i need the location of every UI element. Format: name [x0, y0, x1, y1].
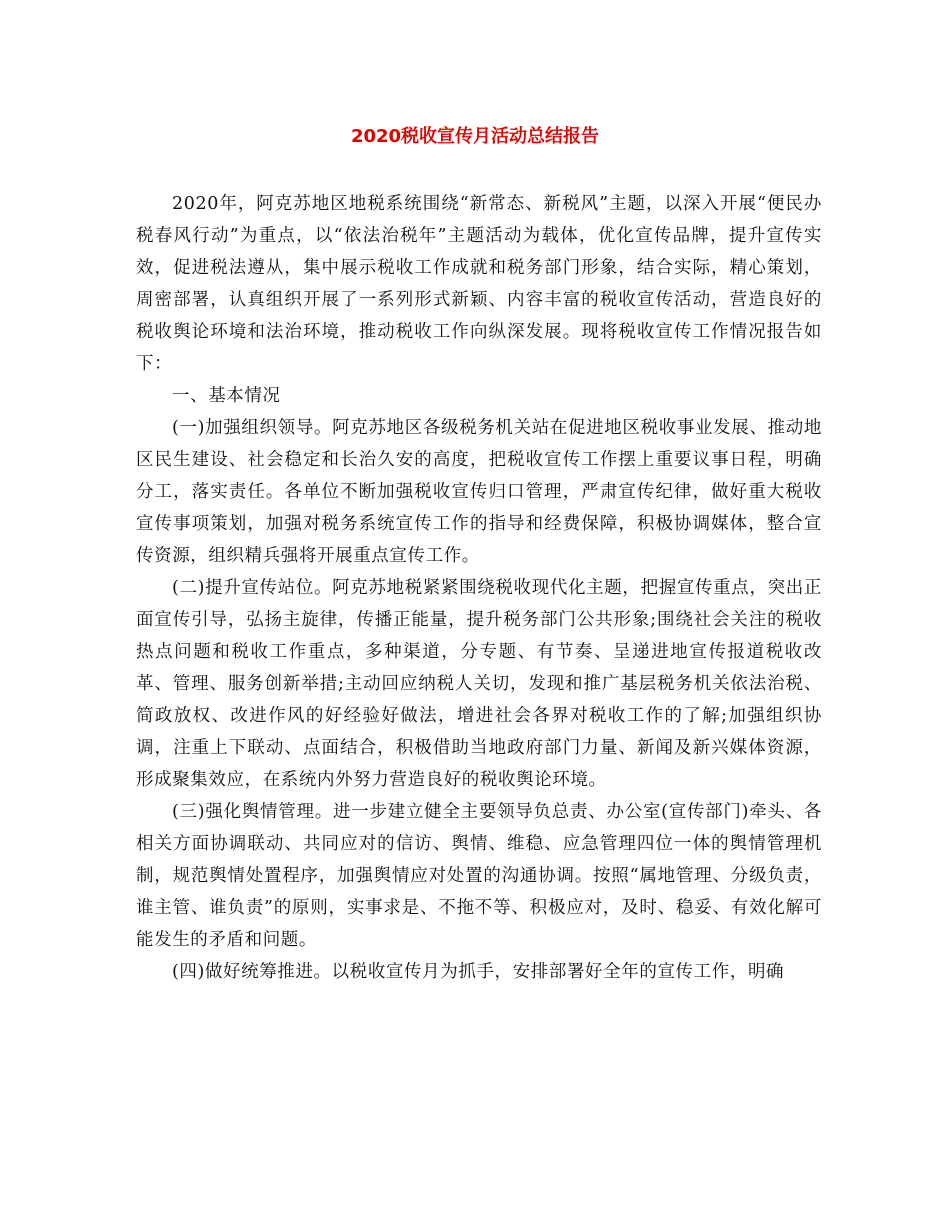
paragraph-organization-leadership: (一)加强组织领导。阿克苏地区各级税务机关站在促进地区税收事业发展、推动地区民生建设、社会稳定和长治久安的高度，把税收宣传工作摆上重要议事日程，明确分工，落实责任。各单位不断加强税收宣传归口管理，严肃宣传纪律，做好重大税收宣传事项策划，加强对税务系统宣传工作的指导和经费保障，积极协调媒体，整合宣传资源，组织精兵强将开展重点宣传工作。 [136, 418, 822, 566]
intro-paragraph: 2020年，阿克苏地区地税系统围绕“新常态、新税风”主题，以深入开展“便民办税春风行动”为重点，以“依法治税年”主题活动为载体，优化宣传品牌，提升宣传实效，促进税法遵从，集中展示税收工作成就和税务部门形象，结合实际，精心策划，周密部署，认真组织开展了一系列形式新颖、内容丰富的税收宣传活动，营造良好的税收舆论环境和法治环境，推动税收工作向纵深发展。现将税收宣传工作情况报告如下： [136, 194, 822, 374]
paragraph-public-opinion-management: (三)强化舆情管理。进一步建立健全主要领导负总责、办公室(宣传部门)牵头、各相关方面协调联动、共同应对的信访、舆情、维稳、应急管理四位一体的舆情管理机制，规范舆情处置程序，加强舆情应对处置的沟通协调。按照“属地管理、分级负责，谁主管、谁负责”的原则，实事求是、不拖不等、积极应对，及时、稳妥、有效化解可能发生的矛盾和问题。 [136, 802, 822, 950]
section-heading-basic-situation: 一、基本情况 [172, 386, 281, 406]
document-body [136, 188, 822, 988]
paragraph-coordinated-advancement: (四)做好统筹推进。以税收宣传月为抓手，安排部署好全年的宣传工作，明确 [172, 962, 785, 982]
paragraph-publicity-standing: (二)提升宣传站位。阿克苏地税紧紧围绕税收现代化主题，把握宣传重点，突出正面宣传引导，弘扬主旋律，传播正能量，提升税务部门公共形象;围绕社会关注的税收热点问题和税收工作重点，多种渠道，分专题、有节奏、呈递进地宣传报道税收改革、管理、服务创新举措;主动回应纳税人关切，发现和推广基层税务机关依法治税、简政放权、改进作风的好经验好做法，增进社会各界对税收工作的了解;加强组织协调，注重上下联动、点面结合，积极借助当地政府部门力量、新闻及新兴媒体资源，形成聚集效应，在系统内外努力营造良好的税收舆论环境。 [136, 578, 822, 790]
document-title: 2020税收宣传月活动总结报告 [350, 126, 600, 147]
